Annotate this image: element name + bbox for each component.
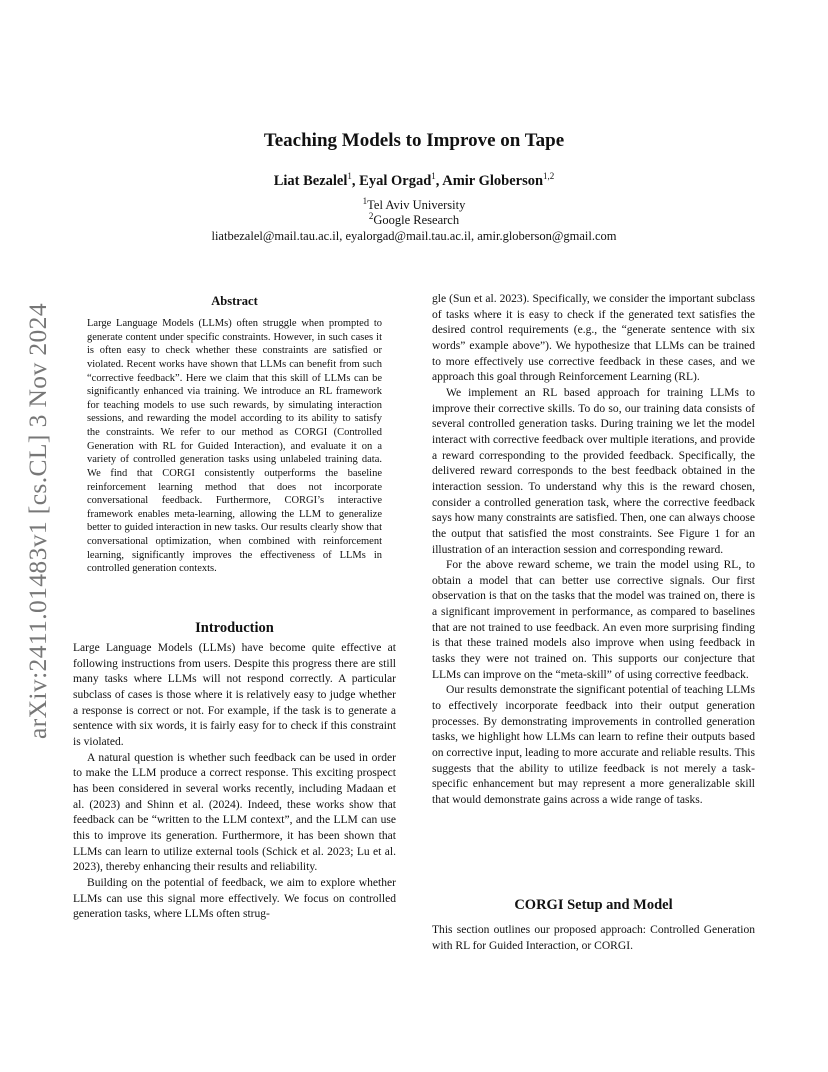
right-column-body (432, 292, 755, 809)
corgi-section-body (432, 923, 755, 954)
intro-paragraph-6: Our results demonstrate the significant potential of teaching LLMs to effectively incorporate feedback into their output generation processes. By demonstrating improvements in controlled generation tasks, we highlight how LLMs can learn to refine their outputs based on corrective input, leading to more accurate and reliable results. This suggests that the ability to utilize feedback is not merely a task-specific enhancement but may represent a more generalizable skill that would demonstrate gains across a wide range of tasks. (432, 684, 755, 806)
introduction-heading: Introduction (195, 620, 274, 636)
affiliation-mark: 1 (362, 195, 368, 206)
author-affil-mark: 1 (347, 171, 352, 182)
abstract-text: Large Language Models (LLMs) often struggle when prompted to generate content under specific constraints. However, in such cases it is often easy to check whether these constraints are satisfied or violated. Recent works have shown that LLMs can benefit from such “corrective feedback”. Here we claim that this skill of LLMs can be significantly enhanced via training. We introduce an RL framework for teaching models to use such rewards, by simulating interaction sessions, and rewarding the model according to its ability to satisfy the constraints. We refer to our method as CORGI (Controlled Generation with RL for Guided Interaction), and evaluate it on a variety of controlled generation tasks using unlabeled training data. We find that CORGI consistently outperforms the baseline reinforcement learning method that does not incorporate conversational feedback. Furthermore, CORGI’s interactive framework enables meta-learning, allowing the LLM to generalize better to guided interaction in new tasks. Our results clearly show that conversational optimization, when combined with reinforcement learning, significantly improves the effectiveness of LLMs in controlled generation contexts. (87, 318, 382, 575)
author-name: Liat Bezalel (273, 173, 348, 189)
corgi-section-heading: CORGI Setup and Model (514, 897, 673, 913)
arxiv-identifier-text: arXiv:2411.01483v1 [cs.CL] 3 Nov 2024 (23, 303, 52, 739)
author-sep: , (351, 173, 360, 189)
affiliation-mark: 2 (368, 210, 374, 221)
author-affil-mark: 1 (431, 171, 436, 182)
affiliation-1 (0, 195, 828, 213)
intro-paragraph-5: For the above reward scheme, we train the model using RL, to obtain a model that can better use corrective signals. Our first observation is that on the tasks that the model was trained on, there is a significant improvement in performance, as compared to baselines that are not trained to use feedback. An even more surprising finding is that these trained models also improve when using feedback in tasks they were not trained on. This supports our conjecture that LLMs can improve on the “meta-skill” of using corrective feedback. (432, 559, 755, 681)
arxiv-identifier (18, 290, 58, 752)
author-name: Eyal Orgad (359, 173, 432, 189)
abstract-heading: Abstract (211, 294, 258, 308)
author-list (0, 173, 828, 190)
intro-paragraph-4: We implement an RL based approach for training LLMs to improve their corrective skills. To do so, our training data consists of several controlled generation tasks. During training we let the model interact with corrective feedback over multiple iterations, and provide a reward corresponding to the provided feedback. Specifically, the delivered reward corresponds to the best feedback obtained in the interaction session. To understand why this is the reward chosen, consider a controlled generation task, where the corrective feedback says how many constraints are satisfied. Then, one can always choose the output that satisfied the most constraints. See Figure 1 for an illustration of an interaction session and corresponding reward. (432, 386, 756, 556)
abstract-body (87, 317, 382, 576)
intro-paragraph-2: A natural question is whether such feedback can be used in order to make the LLM produce a correct response. This exciting prospect has been considered in several works recently, including Madaan et al. (2023) and Shinn et al. (2024). Indeed, these works show that feedback can be “written to the LLM context”, and the LLM can use this to improve its generation. Furthermore, it has been shown that LLMs can learn to utilize external tools (Schick et al. 2023; Lu et al. 2023), thereby enhancing their results and reliability. (73, 751, 396, 874)
author-sep: , (435, 173, 443, 189)
author-emails: liatbezalel@mail.tau.ac.il, eyalorgad@mail.tau.ac.il, amir.globerson@gmail.com (211, 229, 617, 243)
paper-title: Teaching Models to Improve on Tape (263, 130, 565, 151)
corgi-paragraph-1: This section outlines our proposed approach: Controlled Generation with RL for Guided Interaction, or CORGI. (432, 924, 755, 952)
affiliation-name: Tel Aviv University (367, 198, 466, 212)
left-column-body (73, 641, 396, 923)
intro-paragraph-1: Large Language Models (LLMs) have become quite effective at following instructions from users. Despite this progress there are still many tasks where LLMs will not respond correctly. A particular subclass of cases is those where it is relatively easy to judge whether a response is correct or not. For example, if the task is to generate a sentence with six words, it is fairly easy for to check if this constraint is violated. (73, 642, 396, 748)
intro-paragraph-3-cont: gle (Sun et al. 2023). Specifically, we consider the important subclass of tasks where it is easy to check if the generated text satisfies the desired control requirements (e.g., the “generate sentence with six words” example above”). We hypothesize that LLMs can be trained to more effectively use corrective feedback in these cases, and we approach this goal through Reinforcement Learning (RL). (432, 293, 755, 384)
author-name: Amir Globerson (442, 173, 544, 189)
intro-paragraph-3: Building on the potential of feedback, we aim to explore whether LLMs can use this signal more effectively. We focus on controlled generation tasks, where LLMs often strug- (73, 876, 396, 921)
affiliation-2 (0, 210, 828, 228)
affiliation-name: Google Research (373, 213, 460, 227)
author-affil-mark: 1,2 (543, 171, 555, 182)
